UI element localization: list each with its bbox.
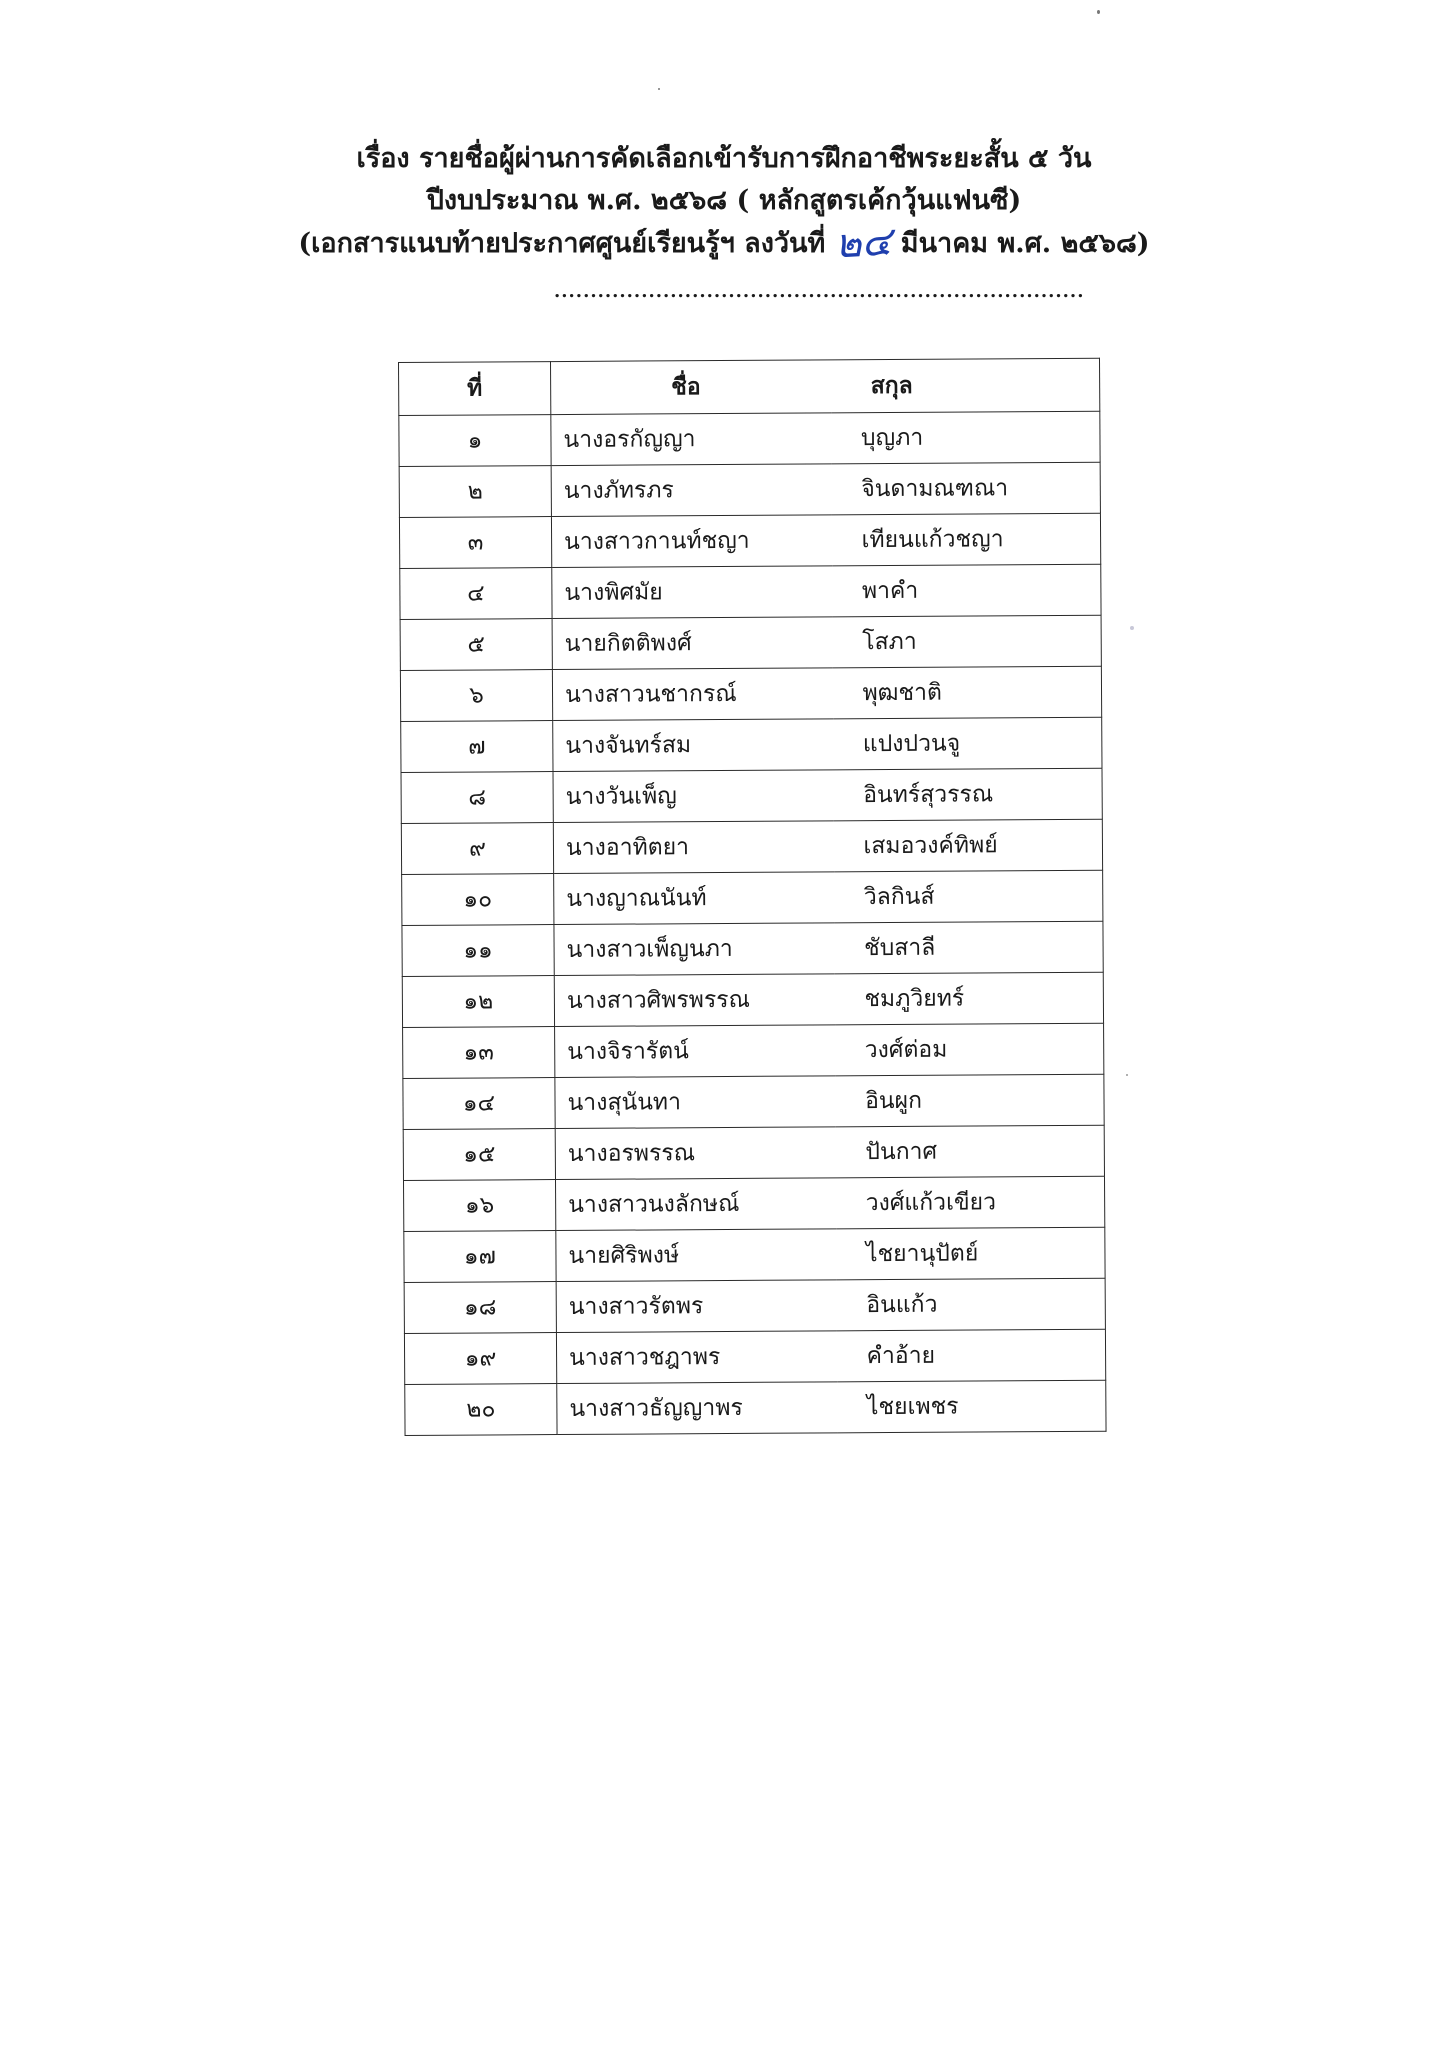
- row-number: ๘: [401, 772, 553, 824]
- table-row: [402, 870, 1103, 925]
- row-number: ๑๖: [403, 1180, 555, 1232]
- table-row: [400, 666, 1101, 721]
- table-body: [399, 411, 1106, 1435]
- surname: ชมภูวิยทร์: [834, 972, 1103, 1025]
- surname: บุญภา: [831, 411, 1100, 464]
- row-number: ๑๔: [403, 1078, 555, 1130]
- row-number: ๒๐: [405, 1384, 557, 1436]
- row-number: ๓: [399, 517, 551, 569]
- first-name: นางสาวนงลักษณ์: [555, 1178, 835, 1231]
- first-name: นางสาวรัตพร: [556, 1280, 836, 1333]
- table-row: [401, 717, 1102, 772]
- surname: ไชยานุปัตย์: [836, 1227, 1105, 1280]
- document-heading: [0, 138, 1448, 268]
- row-number: ๔: [400, 568, 552, 620]
- row-number: ๑๘: [404, 1282, 556, 1334]
- first-name: นางญาณนันท์: [554, 872, 834, 925]
- first-name: นางวันเพ็ญ: [553, 770, 833, 823]
- surname: เทียนแก้วชญา: [831, 513, 1100, 566]
- surname: จินดามณฑณา: [831, 462, 1100, 515]
- surname: แปงปวนจู: [833, 717, 1102, 770]
- scan-speck: [1130, 626, 1134, 630]
- heading-subject-line: เรื่อง รายชื่อผู้ผ่านการคัดเลือกเข้ารับการฝึกอาชีพระยะสั้น ๕ วัน: [356, 143, 1092, 174]
- table-row: [401, 768, 1102, 823]
- table-row: [403, 1023, 1104, 1078]
- row-number: ๑๗: [404, 1231, 556, 1283]
- first-name: นายศิริพงษ์: [556, 1229, 836, 1282]
- scan-speck: [1126, 1074, 1128, 1076]
- row-number: ๑: [399, 415, 551, 467]
- first-name: นางจิรารัตน์: [555, 1025, 835, 1078]
- dotted-rule: .........................................................................: [554, 281, 1085, 302]
- first-name: นางสาวกานท์ชญา: [551, 515, 831, 568]
- first-name: นางสาวธัญญาพร: [557, 1382, 837, 1435]
- table-header-row: [399, 358, 1100, 415]
- surname: ชับสาลี: [834, 921, 1103, 974]
- first-name: นางอรกัญญา: [551, 413, 831, 466]
- heading-attachment-line: [0, 218, 1448, 268]
- first-name: นางสาวชฎาพร: [556, 1331, 836, 1384]
- participants-table: [398, 358, 1107, 1436]
- first-name: นางอรพรรณ: [555, 1127, 835, 1180]
- surname: คำอ้าย: [836, 1329, 1105, 1382]
- table-row: [405, 1380, 1106, 1435]
- table-row: [399, 513, 1100, 568]
- table-row: [404, 1227, 1105, 1282]
- first-name: นางภัทรภร: [551, 464, 831, 517]
- heading-fiscal-year-line: ปีงบประมาณ พ.ศ. ๒๕๖๘ ( หลักสูตรเค้กวุ้นแฟนซี): [426, 185, 1022, 216]
- row-number: ๙: [401, 823, 553, 875]
- first-name: นางพิศมัย: [552, 566, 832, 619]
- table-row: [403, 1074, 1104, 1129]
- first-name: นางสาวเพ็ญนภา: [554, 923, 834, 976]
- surname: พาคำ: [832, 564, 1101, 617]
- header-surname: สกุล: [830, 358, 1099, 413]
- row-number: ๑๕: [403, 1129, 555, 1181]
- table-row: [402, 972, 1103, 1027]
- table-row: [400, 615, 1101, 670]
- first-name: นางสุนันทา: [555, 1076, 835, 1129]
- surname: ไชยเพชร: [837, 1380, 1106, 1433]
- table-row: [403, 1125, 1104, 1180]
- row-number: ๕: [400, 619, 552, 671]
- row-number: ๖: [400, 670, 552, 722]
- surname: เสมอวงค์ทิพย์: [833, 819, 1102, 872]
- attachment-line-suffix: มีนาคม พ.ศ. ๒๕๖๘): [900, 228, 1150, 259]
- attachment-line-prefix: (เอกสารแนบท้ายประกาศศูนย์เรียนรู้ฯ ลงวันที่: [298, 228, 826, 259]
- surname: วงศ์แก้วเขียว: [835, 1176, 1104, 1229]
- surname: พุฒชาติ: [832, 666, 1101, 719]
- row-number: ๑๓: [403, 1027, 555, 1079]
- surname: อินผูก: [835, 1074, 1104, 1127]
- first-name: นายกิตติพงศ์: [552, 617, 832, 670]
- table-row: [401, 819, 1102, 874]
- row-number: ๒: [399, 466, 551, 518]
- first-name: นางสาวศิพรพรรณ: [554, 974, 834, 1027]
- row-number: ๑๒: [402, 976, 554, 1028]
- surname: ปันกาศ: [835, 1125, 1104, 1178]
- row-number: ๑๑: [402, 925, 554, 977]
- table-row: [403, 1176, 1104, 1231]
- table-row: [402, 921, 1103, 976]
- row-number: ๑๐: [402, 874, 554, 926]
- scan-speck: [658, 88, 660, 90]
- first-name: นางจันทร์สม: [553, 719, 833, 772]
- row-number: ๑๙: [404, 1333, 556, 1385]
- surname: อินแก้ว: [836, 1278, 1105, 1331]
- first-name: นางสาวนชากรณ์: [552, 668, 832, 721]
- surname: วิลกินส์: [834, 870, 1103, 923]
- table-row: [399, 462, 1100, 517]
- first-name: นางอาทิตยา: [553, 821, 833, 874]
- surname: วงศ์ต่อม: [835, 1023, 1104, 1076]
- table-row: [404, 1329, 1105, 1384]
- header-no: ที่: [399, 362, 551, 416]
- table-row: [400, 564, 1101, 619]
- surname: โสภา: [832, 615, 1101, 668]
- row-number: ๗: [401, 721, 553, 773]
- scan-speck: [1097, 10, 1100, 14]
- header-name: ชื่อ: [551, 360, 831, 415]
- table-row: [404, 1278, 1105, 1333]
- table-row: [399, 411, 1100, 466]
- surname: อินทร์สุวรรณ: [833, 768, 1102, 821]
- handwritten-day: ๒๔: [833, 218, 893, 268]
